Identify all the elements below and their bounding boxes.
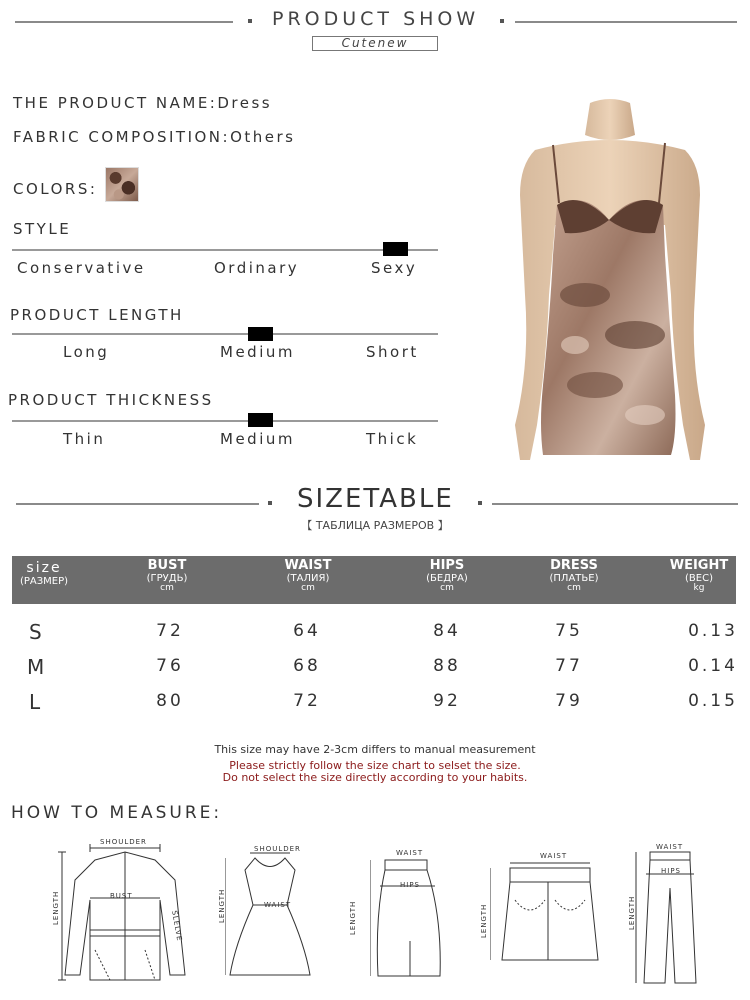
measure-pants-waist: WAIST — [656, 843, 684, 851]
length-option-short: Short — [366, 343, 419, 361]
product-photo — [495, 95, 725, 475]
sizetable-subtitle: 【 ТАБЛИЦА РАЗМЕРОВ 】 — [301, 519, 449, 532]
product-name: THE PRODUCT NAME:Dress — [13, 94, 273, 112]
waist-cell: 64 — [293, 621, 321, 641]
size-warning-1: Please strictly follow the size chart to selset the size. — [229, 759, 521, 772]
size-cell: M — [27, 655, 45, 679]
measure-shorts-length: LENGTH — [480, 903, 488, 938]
dress-cell: 77 — [555, 656, 583, 676]
col-waist: WAIST (ТАЛИЯ) cm — [284, 558, 332, 594]
measure-skirt-diagram — [370, 856, 450, 986]
thickness-title: PRODUCT THICKNESS — [8, 391, 214, 409]
page-title: PRODUCT SHOW — [272, 8, 480, 30]
sizetable-rule-left — [16, 503, 259, 505]
sizetable-rule-right — [492, 503, 738, 505]
header-rule-right — [515, 21, 737, 23]
style-marker — [383, 242, 408, 256]
fabric-composition: FABRIC COMPOSITION:Others — [13, 128, 296, 146]
thickness-option-thin: Thin — [63, 430, 106, 448]
measure-pants-length: LENGTH — [628, 895, 636, 930]
measure-shorts-waist: WAIST — [540, 852, 568, 860]
style-option-sexy: Sexy — [371, 259, 418, 277]
colors-label: COLORS: — [13, 180, 98, 198]
col-weight: WEIGHT (ВЕС) kg — [669, 558, 729, 594]
measure-pants-hips: HIPS — [661, 867, 681, 875]
measure-skirt-length: LENGTH — [349, 900, 357, 935]
measure-dress-shoulder: SHOULDER — [254, 845, 301, 853]
color-swatch[interactable] — [105, 167, 139, 202]
weight-cell: 0.14 — [688, 656, 738, 676]
measure-coat-shoulder: SHOULDER — [100, 838, 147, 846]
style-option-ordinary: Ordinary — [214, 259, 300, 277]
measure-shorts-diagram — [490, 860, 610, 975]
mannequin-neck — [585, 99, 635, 140]
dress-cell: 79 — [555, 691, 583, 711]
measure-coat-sleeve: SLELVE — [170, 910, 184, 943]
measure-coat-length: LENGTH — [52, 890, 60, 925]
style-title: STYLE — [13, 220, 72, 238]
header-rule-left — [15, 21, 233, 23]
bust-cell: 80 — [156, 691, 184, 711]
header-dot-right — [500, 19, 504, 23]
measure-skirt-hips: HIPS — [400, 881, 420, 889]
hips-cell: 92 — [433, 691, 461, 711]
sizetable-dot-left — [268, 501, 272, 505]
col-bust: BUST (ГРУДЬ) cm — [146, 558, 188, 594]
col-hips: HIPS (БЕДРА) cm — [426, 558, 468, 594]
style-option-conservative: Conservative — [17, 259, 146, 277]
how-to-measure-title: HOW TO MEASURE: — [11, 803, 223, 823]
bust-cell: 72 — [156, 621, 184, 641]
measure-dress-diagram — [225, 850, 315, 985]
bust-cell: 76 — [156, 656, 184, 676]
thickness-option-thick: Thick — [366, 430, 419, 448]
length-marker — [248, 327, 273, 341]
length-option-long: Long — [63, 343, 110, 361]
measure-coat-bust: BUST — [110, 892, 133, 900]
header-dot-left — [248, 19, 252, 23]
brand-name: Cutenew — [341, 36, 409, 50]
waist-cell: 68 — [293, 656, 321, 676]
brand-box — [312, 36, 438, 51]
hips-cell: 88 — [433, 656, 461, 676]
thickness-marker — [248, 413, 273, 427]
thickness-option-medium: Medium — [220, 430, 295, 448]
length-option-medium: Medium — [220, 343, 295, 361]
hips-cell: 84 — [433, 621, 461, 641]
dress-cell: 75 — [555, 621, 583, 641]
weight-cell: 0.15 — [688, 691, 738, 711]
sizetable-dot-right — [478, 501, 482, 505]
size-cell: S — [29, 620, 42, 644]
sizetable-title: SIZETABLE — [297, 484, 454, 514]
waist-cell: 72 — [293, 691, 321, 711]
size-table-header — [12, 556, 736, 604]
thickness-scale — [12, 420, 438, 422]
col-size: size (РАЗМЕР) — [19, 560, 69, 588]
col-dress: DRESS (ПЛАТЬЕ) cm — [549, 558, 599, 594]
size-note: This size may have 2-3cm differs to manual measurement — [214, 743, 536, 756]
measure-dress-waist: WAIST — [264, 901, 292, 909]
length-title: PRODUCT LENGTH — [10, 306, 184, 324]
size-cell: L — [29, 690, 41, 714]
measure-skirt-waist: WAIST — [396, 849, 424, 857]
measure-dress-length: LENGTH — [218, 888, 226, 923]
weight-cell: 0.13 — [688, 621, 738, 641]
style-scale — [12, 249, 438, 251]
length-scale — [12, 333, 438, 335]
size-warning-2: Do not select the size directly according to your habits. — [222, 771, 528, 784]
